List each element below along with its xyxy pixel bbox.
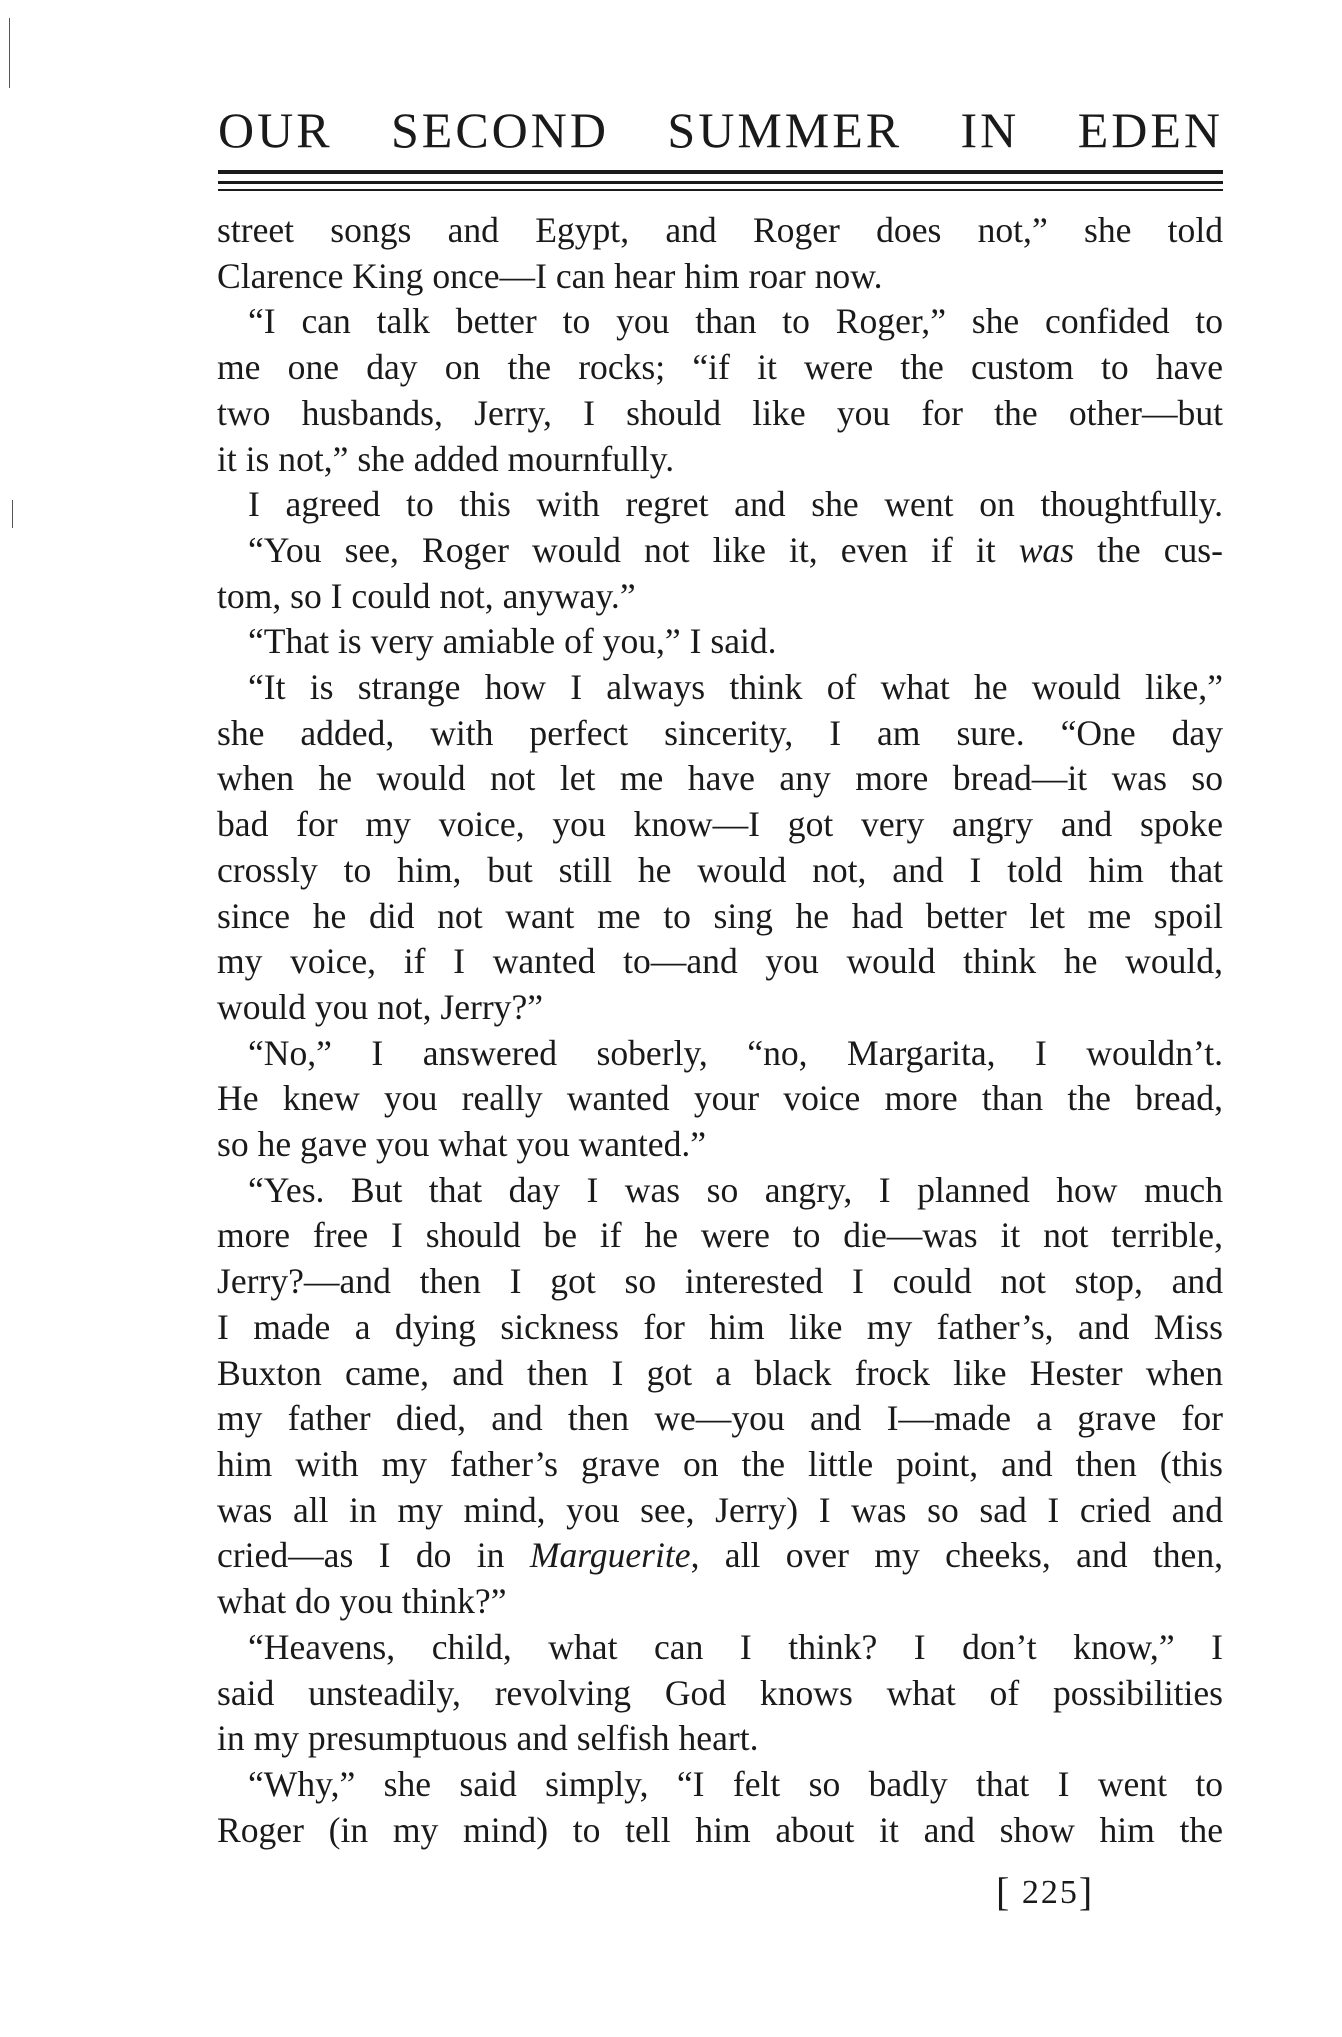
scan-margin-mark	[12, 500, 13, 528]
text-line: she added, with perfect sincerity, I am sure. “One day	[217, 712, 1223, 753]
header-rule-middle	[218, 181, 1223, 184]
text-line: “No,” I answered soberly, “no, Margarita, I wouldn’t.	[248, 1032, 1223, 1073]
paragraph	[217, 1762, 1223, 1853]
page-number-bracket-open: [	[996, 1869, 1012, 1914]
text-line: my father died, and then we—you and I—made a grave for	[217, 1398, 1223, 1439]
emphasis: was	[1018, 529, 1075, 570]
paragraph	[217, 619, 1223, 665]
page-number-bracket-close: ]	[1078, 1869, 1095, 1914]
paragraph	[217, 665, 1223, 1031]
text-line: two husbands, Jerry, I should like you for the other—but	[217, 392, 1223, 433]
text-line: so he gave you what you wanted.”	[217, 1124, 707, 1165]
header-rule-bottom	[218, 189, 1223, 191]
scan-margin-mark	[9, 18, 10, 88]
page-body	[217, 208, 1223, 1853]
paragraph	[217, 482, 1223, 528]
text-run: , all over my cheeks, and then,	[690, 1535, 1224, 1576]
text-line: Clarence King once—I can hear him roar now.	[217, 255, 883, 296]
paragraph	[217, 208, 1223, 299]
text-line: tom, so I could not, anyway.”	[217, 575, 636, 616]
text-line: “Yes. But that day I was so angry, I planned how much	[248, 1169, 1223, 1210]
text-line: Jerry?—and then I got so interested I could not stop, and	[217, 1261, 1223, 1302]
text-line: Roger (in my mind) to tell him about it and show him the	[217, 1809, 1223, 1850]
paragraph	[217, 1168, 1223, 1625]
header-rule-top	[218, 170, 1223, 174]
page-number	[996, 1868, 1094, 1915]
page-number-value: 225	[1021, 1874, 1079, 1911]
text-line: would you not, Jerry?”	[217, 986, 544, 1027]
paragraph	[217, 528, 1223, 619]
text-line: “Heavens, child, what can I think? I don’t know,” I	[248, 1626, 1223, 1667]
text-line: said unsteadily, revolving God knows what of possibilities	[217, 1672, 1223, 1713]
emphasis: Marguerite	[529, 1535, 691, 1576]
text-line: since he did not want me to sing he had better let me spoil	[217, 895, 1223, 936]
text-run: “You see, Roger would not like it, even if it	[248, 529, 1019, 570]
paragraph	[217, 299, 1223, 482]
paragraph	[217, 1625, 1223, 1762]
text-line: crossly to him, but still he would not, and I told him that	[217, 849, 1223, 890]
text-line	[217, 528, 1223, 574]
text-line: what do you think?”	[217, 1581, 507, 1622]
text-line: I agreed to this with regret and she went on thoughtfully.	[248, 484, 1223, 525]
running-header: OUR SECOND SUMMER IN EDEN	[218, 102, 1223, 158]
paragraph	[217, 1031, 1223, 1168]
text-line: him with my father’s grave on the little point, and then (this	[217, 1443, 1223, 1484]
text-line: was all in my mind, you see, Jerry) I was so sad I cried and	[217, 1489, 1223, 1530]
text-line: He knew you really wanted your voice more than the bread,	[217, 1078, 1223, 1119]
text-line: when he would not let me have any more bread—it was so	[217, 758, 1223, 799]
text-run: the cus-	[1074, 529, 1223, 570]
text-line: I made a dying sickness for him like my father’s, and Miss	[217, 1306, 1223, 1347]
text-line: more free I should be if he were to die—was it not terrible,	[217, 1215, 1223, 1256]
text-line: in my presumptuous and selfish heart.	[217, 1718, 759, 1759]
text-line	[217, 1533, 1223, 1579]
text-line: my voice, if I wanted to—and you would think he would,	[217, 941, 1223, 982]
text-line: street songs and Egypt, and Roger does not,” she told	[217, 210, 1223, 250]
text-line: “It is strange how I always think of what he would like,”	[248, 667, 1223, 708]
text-line: “That is very amiable of you,” I said.	[248, 621, 777, 662]
text-line: Buxton came, and then I got a black frock like Hester when	[217, 1352, 1223, 1393]
text-line: “I can talk better to you than to Roger,” she confided to	[248, 301, 1223, 342]
text-run: cried—as I do in	[217, 1535, 530, 1576]
text-line: it is not,” she added mournfully.	[217, 438, 675, 479]
text-line: me one day on the rocks; “if it were the custom to have	[217, 347, 1223, 388]
text-line: bad for my voice, you know—I got very angry and spoke	[217, 804, 1223, 845]
text-line: “Why,” she said simply, “I felt so badly that I went to	[248, 1763, 1223, 1804]
